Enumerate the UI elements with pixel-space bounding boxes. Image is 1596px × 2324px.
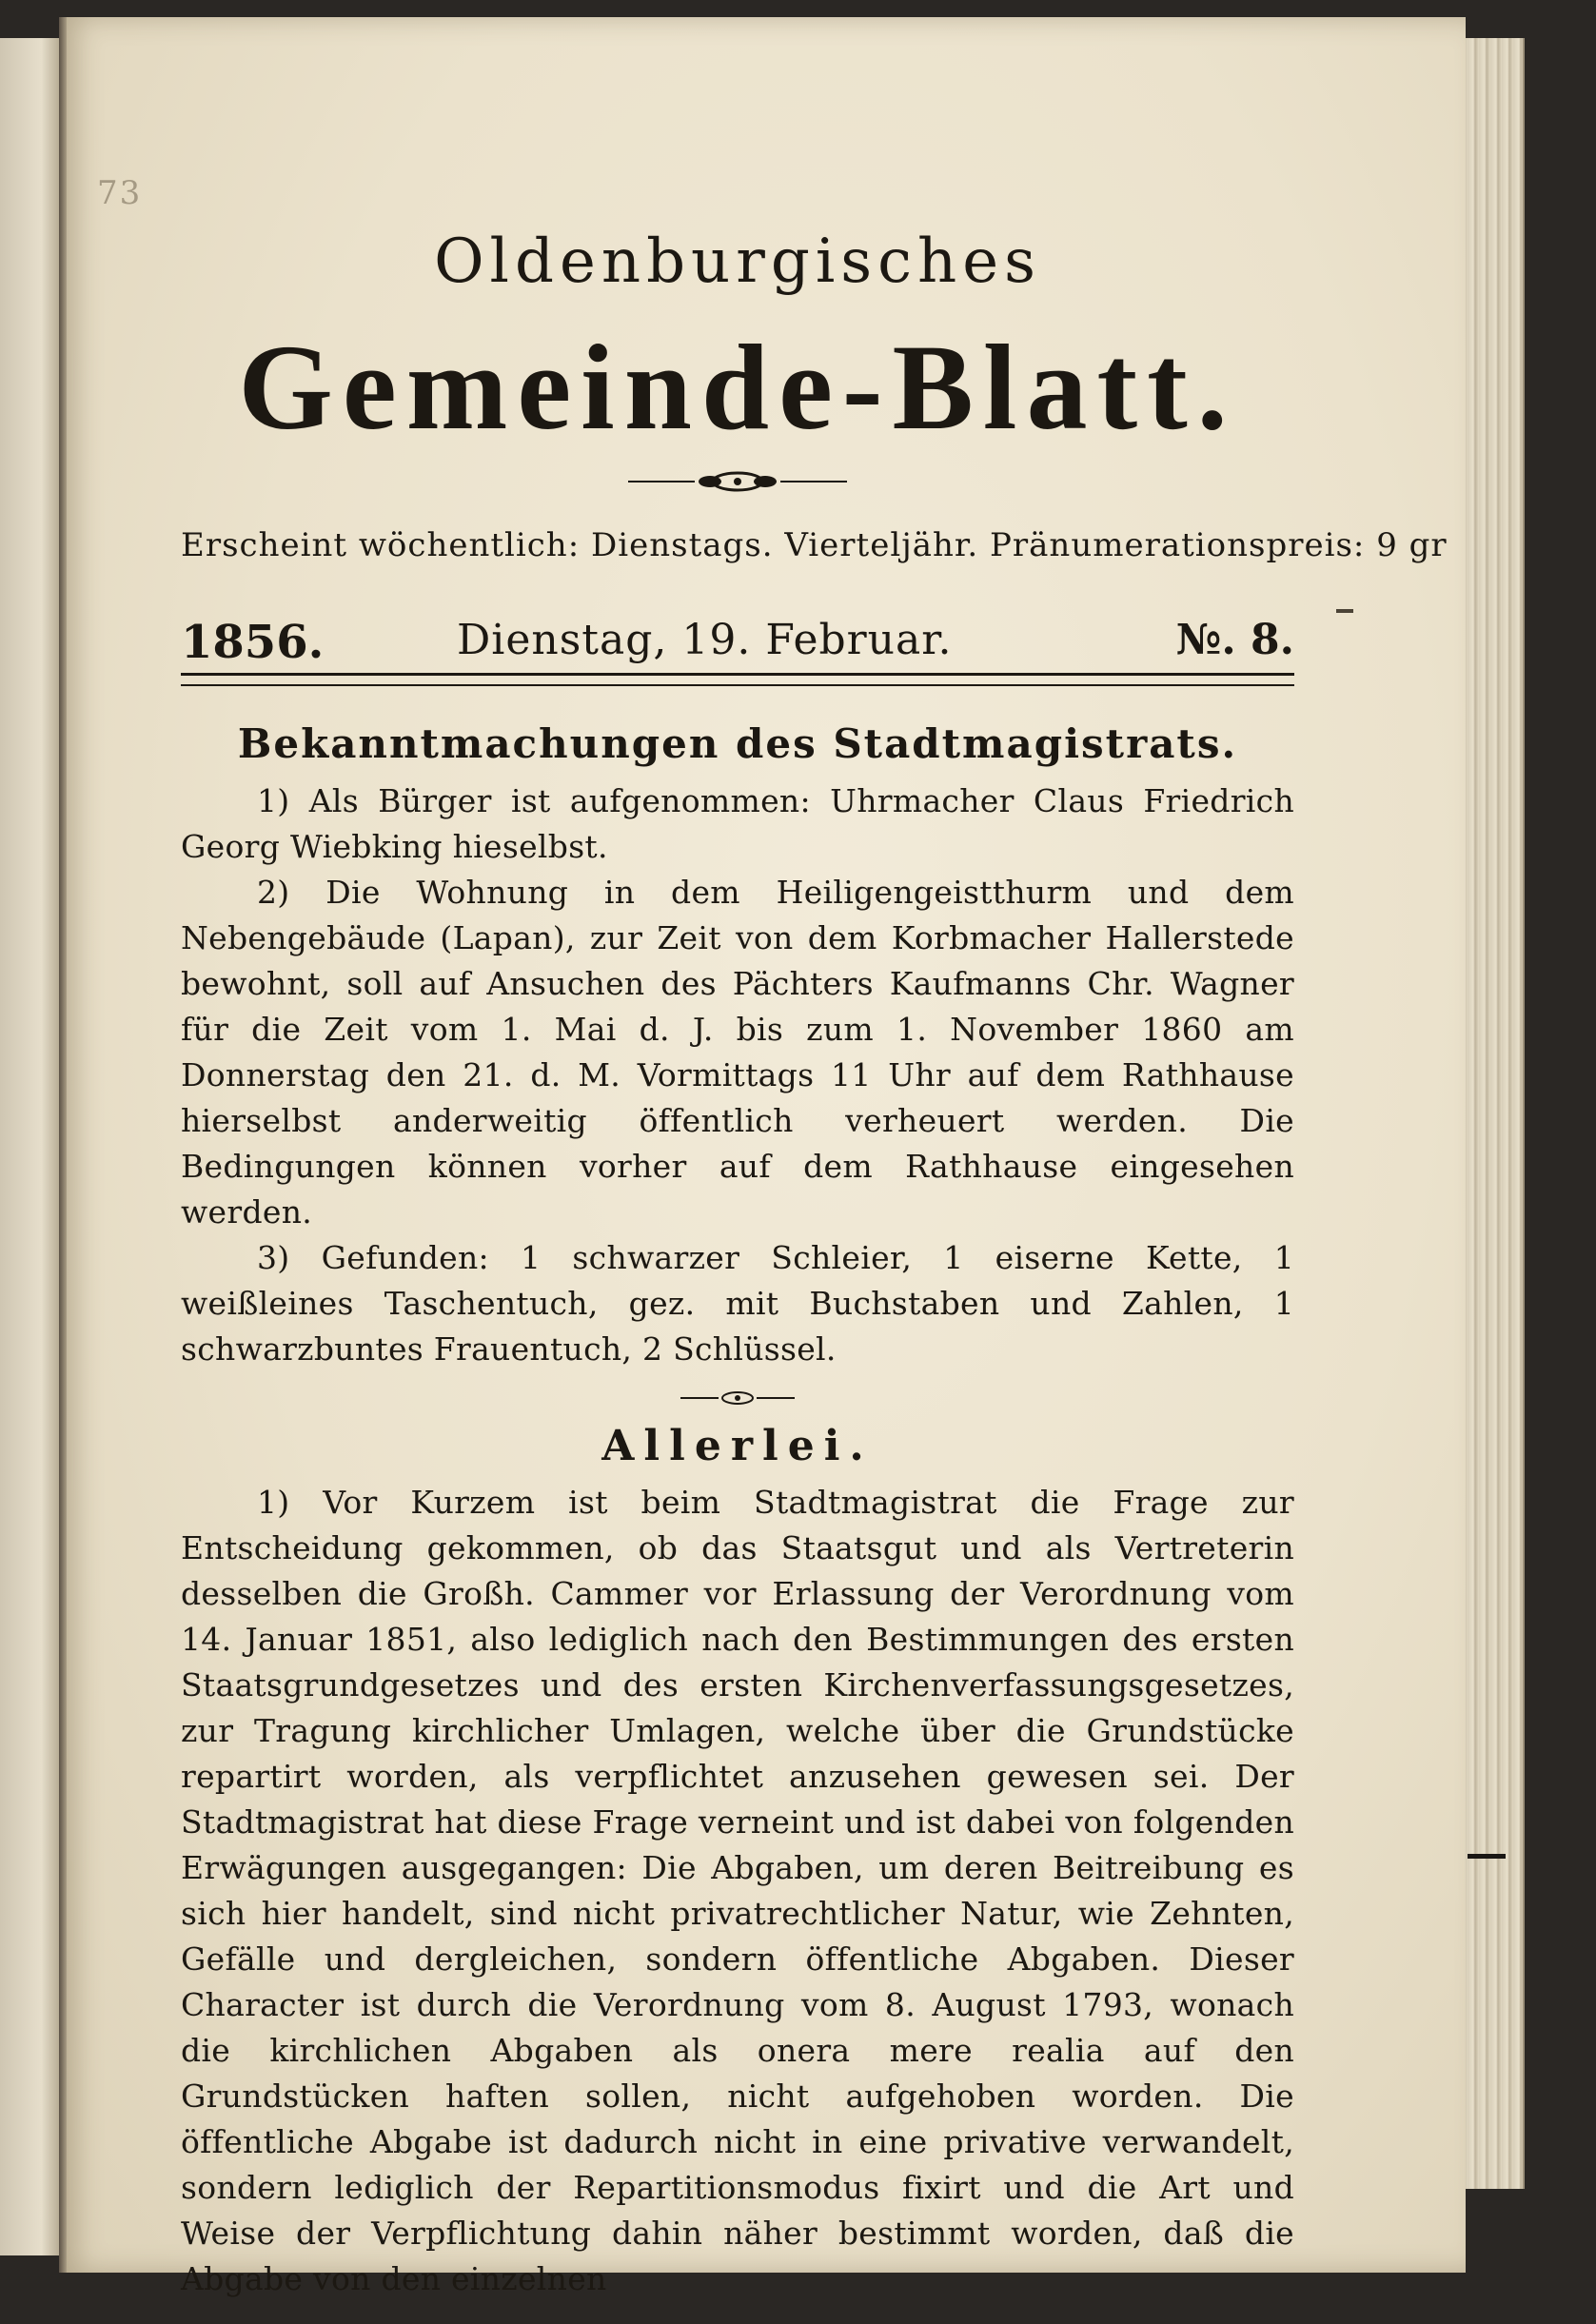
paragraph-buerger: 1) Als Bürger ist aufgenommen: Uhrmacher Claus Friedrich Georg Wiebking hieselbst. xyxy=(181,782,1294,865)
issue-year: 1856. xyxy=(181,616,325,669)
header-rule xyxy=(181,681,1294,686)
publication-subtitle: Erscheint wöchentlich: Dienstags. Vierteljähr. Pränumerationspreis: 9 gr xyxy=(181,526,1448,564)
section-divider-ornament xyxy=(680,1389,795,1407)
margin-mark xyxy=(1336,609,1353,613)
binding-gutter xyxy=(59,17,67,2273)
masthead-flourish-ornament xyxy=(628,469,847,494)
paragraph-gefunden: 3) Gefunden: 1 schwarzer Schleier, 1 eiserne Kette, 1 weißleines Taschentuch, gez. mit Buchstaben und Zahlen, 1 schwarzbuntes Frauentuch, 2 Schlüssel. xyxy=(181,1239,1294,1368)
issue-info-line xyxy=(181,616,1294,676)
page-content xyxy=(181,207,1448,2302)
issue-number: №. 8. xyxy=(1175,616,1294,664)
edge-marker xyxy=(1468,1854,1506,1859)
issue-date: Dienstag, 19. Februar. xyxy=(457,616,953,664)
paragraph-wohnung: 2) Die Wohnung in dem Heiligengeistthurm und dem Nebengebäude (Lapan), zur Zeit von dem Korbmacher Hallerstede bewohnt, soll auf Ansuchen des Pächters Kaufmanns Chr. Wagner für die Zeit vom 1. Mai d. J. bis zum 1. November 1860 am Donnerstag den 21. d. M. Vormittags 11 Uhr auf dem Rathhause hierselbst anderweitig öffentlich verheuert werden. Die Bedingungen können vorher auf dem Rathhause eingesehen werden. xyxy=(181,874,1294,1231)
masthead-title: Gemeinde-Blatt. xyxy=(238,320,1237,455)
masthead-top-line: Oldenburgisches xyxy=(434,226,1041,297)
newspaper-page xyxy=(59,17,1466,2297)
paragraph-staatsgut: 1) Vor Kurzem ist beim Stadtmagistrat die Frage zur Entscheidung gekommen, ob das Staatsgut und als Vertreterin desselben die Großh. Cammer vor Erlassung der Verordnung vom 14. Januar 1851, also lediglich nach den Bestimmungen des ersten Staatsgrundgesetzes und des ersten Kirchenverfassungsgesetzes, zur Tragung kirchlicher Umlagen, welche über die Grundstücke repartirt worden, als verpflichtet anzusehen gewesen sei. Der Stadtmagistrat hat diese Frage verneint und ist dabei von folgenden Erwägungen ausgegangen: Die Abgaben, um deren Beitreibung es sich hier handelt, sind nicht privatrechtlicher Natur, wie Zehnten, Gefälle und dergleichen, sondern öffentliche Abgaben. Dieser Character ist durch die Verordnung vom 8. August 1793, wonach die kirchlichen Abgaben als onera mere realia auf den Grundstücken haften sollen, nicht aufgehoben worden. Die öffentliche Abgabe ist dadurch nicht in eine privative verwandelt, sondern lediglich der Repartitionsmodus fixirt und die Art und Weise der Verpflichtung dahin näher bestimmt worden, daß die Abgabe von den einzelnen xyxy=(181,1484,1294,2297)
section-heading-allerlei: Allerlei. xyxy=(601,1422,874,1470)
section-heading-bekanntmachungen: Bekanntmachungen des Stadtmagistrats. xyxy=(237,720,1238,767)
bleed-through-page-number: 73 xyxy=(97,174,143,212)
facing-page-edge xyxy=(0,38,59,2255)
stacked-page-edges xyxy=(1456,38,1525,2189)
